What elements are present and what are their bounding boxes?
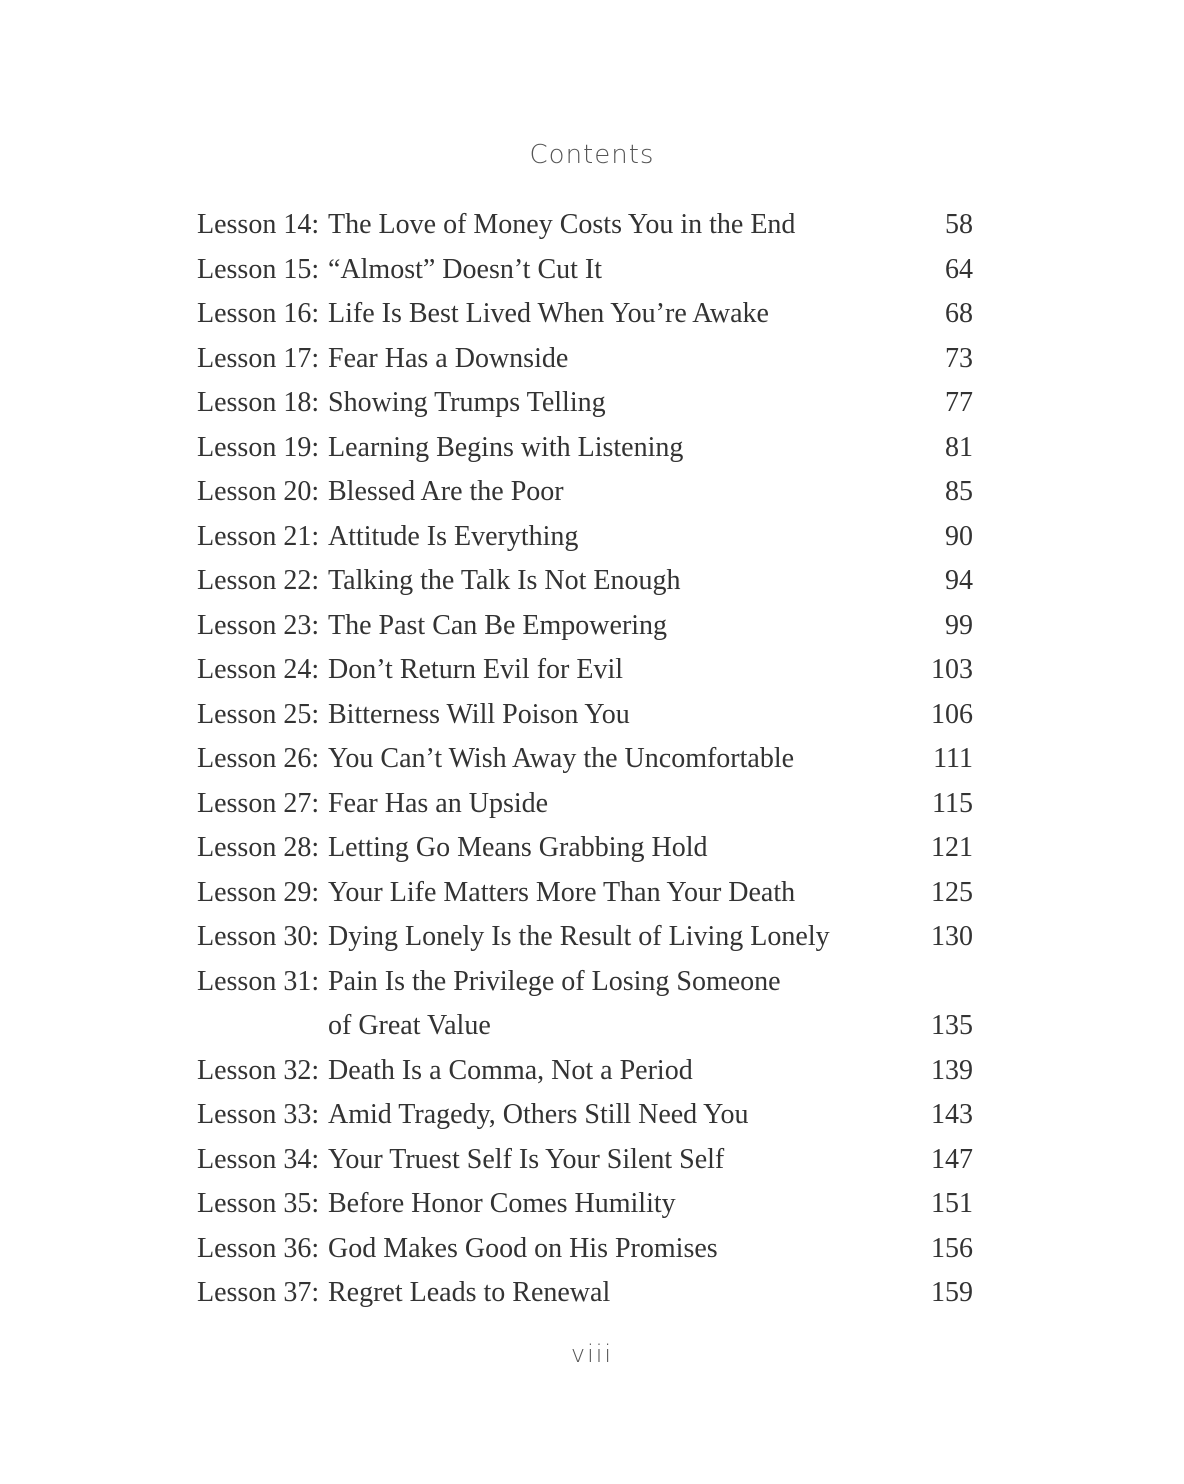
toc-entry <box>197 782 973 827</box>
lesson-title: Talking the Talk Is Not Enough <box>328 565 681 596</box>
page-number: 151 <box>931 1188 973 1219</box>
lesson-title: The Past Can Be Empowering <box>328 609 668 641</box>
lesson-title: Your Truest Self Is Your Silent Self <box>328 1143 725 1175</box>
page-number: 115 <box>932 787 973 819</box>
lesson-title: Showing Trumps Telling <box>328 387 606 418</box>
lesson-title: Your Life Matters More Than Your Death <box>328 876 796 908</box>
lesson-number: Lesson 17: <box>197 342 320 374</box>
toc-entry <box>197 203 973 248</box>
lesson-number: Lesson 22: <box>197 565 320 596</box>
page-number: 130 <box>931 921 973 952</box>
toc-entry <box>197 826 973 871</box>
lesson-title: Regret Leads to Renewal <box>328 1277 611 1308</box>
lesson-number: Lesson 27: <box>197 787 320 819</box>
lesson-number: Lesson 21: <box>197 520 320 552</box>
lesson-number: Lesson 19: <box>197 431 320 463</box>
toc-entry <box>197 1271 973 1316</box>
lesson-number: Lesson 36: <box>197 1232 320 1264</box>
lesson-number: Lesson 31: <box>197 965 320 997</box>
toc-entry <box>197 1093 973 1138</box>
toc-entry <box>197 515 973 560</box>
lesson-title: Fear Has a Downside <box>328 342 569 374</box>
page-number: 58 <box>945 209 973 240</box>
toc-entry <box>197 693 973 738</box>
page-number: 85 <box>945 476 973 507</box>
toc-entry <box>197 337 973 382</box>
page-number: 125 <box>931 876 973 908</box>
lesson-number: Lesson 28: <box>197 832 320 863</box>
lesson-title: Amid Tragedy, Others Still Need You <box>328 1099 749 1130</box>
page-number: 111 <box>933 743 973 774</box>
page-number: 135 <box>931 1010 973 1041</box>
lesson-number: Lesson 14: <box>197 209 320 240</box>
page-number: 77 <box>945 387 973 418</box>
lesson-number: Lesson 30: <box>197 921 320 952</box>
lesson-title: Bitterness Will Poison You <box>328 698 630 730</box>
lesson-title: You Can’t Wish Away the Uncomfortable <box>328 743 795 774</box>
lesson-number: Lesson 18: <box>197 387 320 418</box>
toc-entry <box>197 648 973 693</box>
page-number: 139 <box>931 1054 973 1086</box>
lesson-number: Lesson 35: <box>197 1188 320 1219</box>
page-number: 99 <box>945 609 973 641</box>
lesson-number: Lesson 15: <box>197 253 320 285</box>
toc-entry <box>197 1049 973 1094</box>
page-number: 147 <box>931 1143 973 1175</box>
toc-entry <box>197 1138 973 1183</box>
page-number: 90 <box>945 520 973 552</box>
table-of-contents <box>197 203 973 1316</box>
toc-entry <box>197 915 973 960</box>
lesson-title: God Makes Good on His Promises <box>328 1232 718 1264</box>
lesson-title: Blessed Are the Poor <box>328 476 564 507</box>
toc-entry <box>197 248 973 293</box>
toc-entry <box>197 737 973 782</box>
page-number: 143 <box>931 1099 973 1130</box>
page-number: 121 <box>931 832 973 863</box>
contents-heading: Contents <box>529 140 655 170</box>
toc-entry <box>197 292 973 337</box>
lesson-title: Fear Has an Upside <box>328 787 549 819</box>
toc-entry <box>197 604 973 649</box>
lesson-number: Lesson 34: <box>197 1143 320 1175</box>
lesson-title: Letting Go Means Grabbing Hold <box>328 832 708 863</box>
lesson-title: Don’t Return Evil for Evil <box>328 654 623 685</box>
lesson-title: Learning Begins with Listening <box>328 431 684 463</box>
page-number: 68 <box>945 298 973 329</box>
lesson-title: Attitude Is Everything <box>328 520 579 552</box>
lesson-number: Lesson 23: <box>197 609 320 641</box>
page-number: 64 <box>945 253 973 285</box>
lesson-title: Dying Lonely Is the Result of Living Lonely <box>328 921 830 952</box>
lesson-number: Lesson 33: <box>197 1099 320 1130</box>
lesson-title-continuation: of Great Value <box>328 1010 491 1041</box>
lesson-number: Lesson 25: <box>197 698 320 730</box>
lesson-number: Lesson 26: <box>197 743 320 774</box>
toc-entry <box>197 559 973 604</box>
page-number: 106 <box>931 698 973 730</box>
lesson-title: Life Is Best Lived When You’re Awake <box>328 298 769 329</box>
page-number: 103 <box>931 654 973 685</box>
lesson-number: Lesson 24: <box>197 654 320 685</box>
page-number: 73 <box>945 342 973 374</box>
toc-entry <box>197 960 973 1049</box>
lesson-number: Lesson 29: <box>197 876 320 908</box>
lesson-number: Lesson 16: <box>197 298 320 329</box>
lesson-title: Pain Is the Privilege of Losing Someone <box>328 965 781 997</box>
lesson-number: Lesson 37: <box>197 1277 320 1308</box>
toc-entry <box>197 426 973 471</box>
toc-entry <box>197 470 973 515</box>
toc-entry <box>197 1182 973 1227</box>
lesson-number: Lesson 20: <box>197 476 320 507</box>
page-number: 94 <box>945 565 973 596</box>
toc-entry <box>197 871 973 916</box>
page-number: 159 <box>931 1277 973 1308</box>
lesson-title: “Almost” Doesn’t Cut It <box>328 253 603 285</box>
lesson-number: Lesson 32: <box>197 1054 320 1086</box>
lesson-title: Before Honor Comes Humility <box>328 1188 676 1219</box>
page-number: 81 <box>945 431 973 463</box>
page-footer-number: viii <box>570 1340 614 1368</box>
lesson-title: Death Is a Comma, Not a Period <box>328 1054 693 1086</box>
lesson-title: The Love of Money Costs You in the End <box>328 209 796 240</box>
toc-entry <box>197 1227 973 1272</box>
page-number: 156 <box>931 1232 973 1264</box>
toc-entry <box>197 381 973 426</box>
